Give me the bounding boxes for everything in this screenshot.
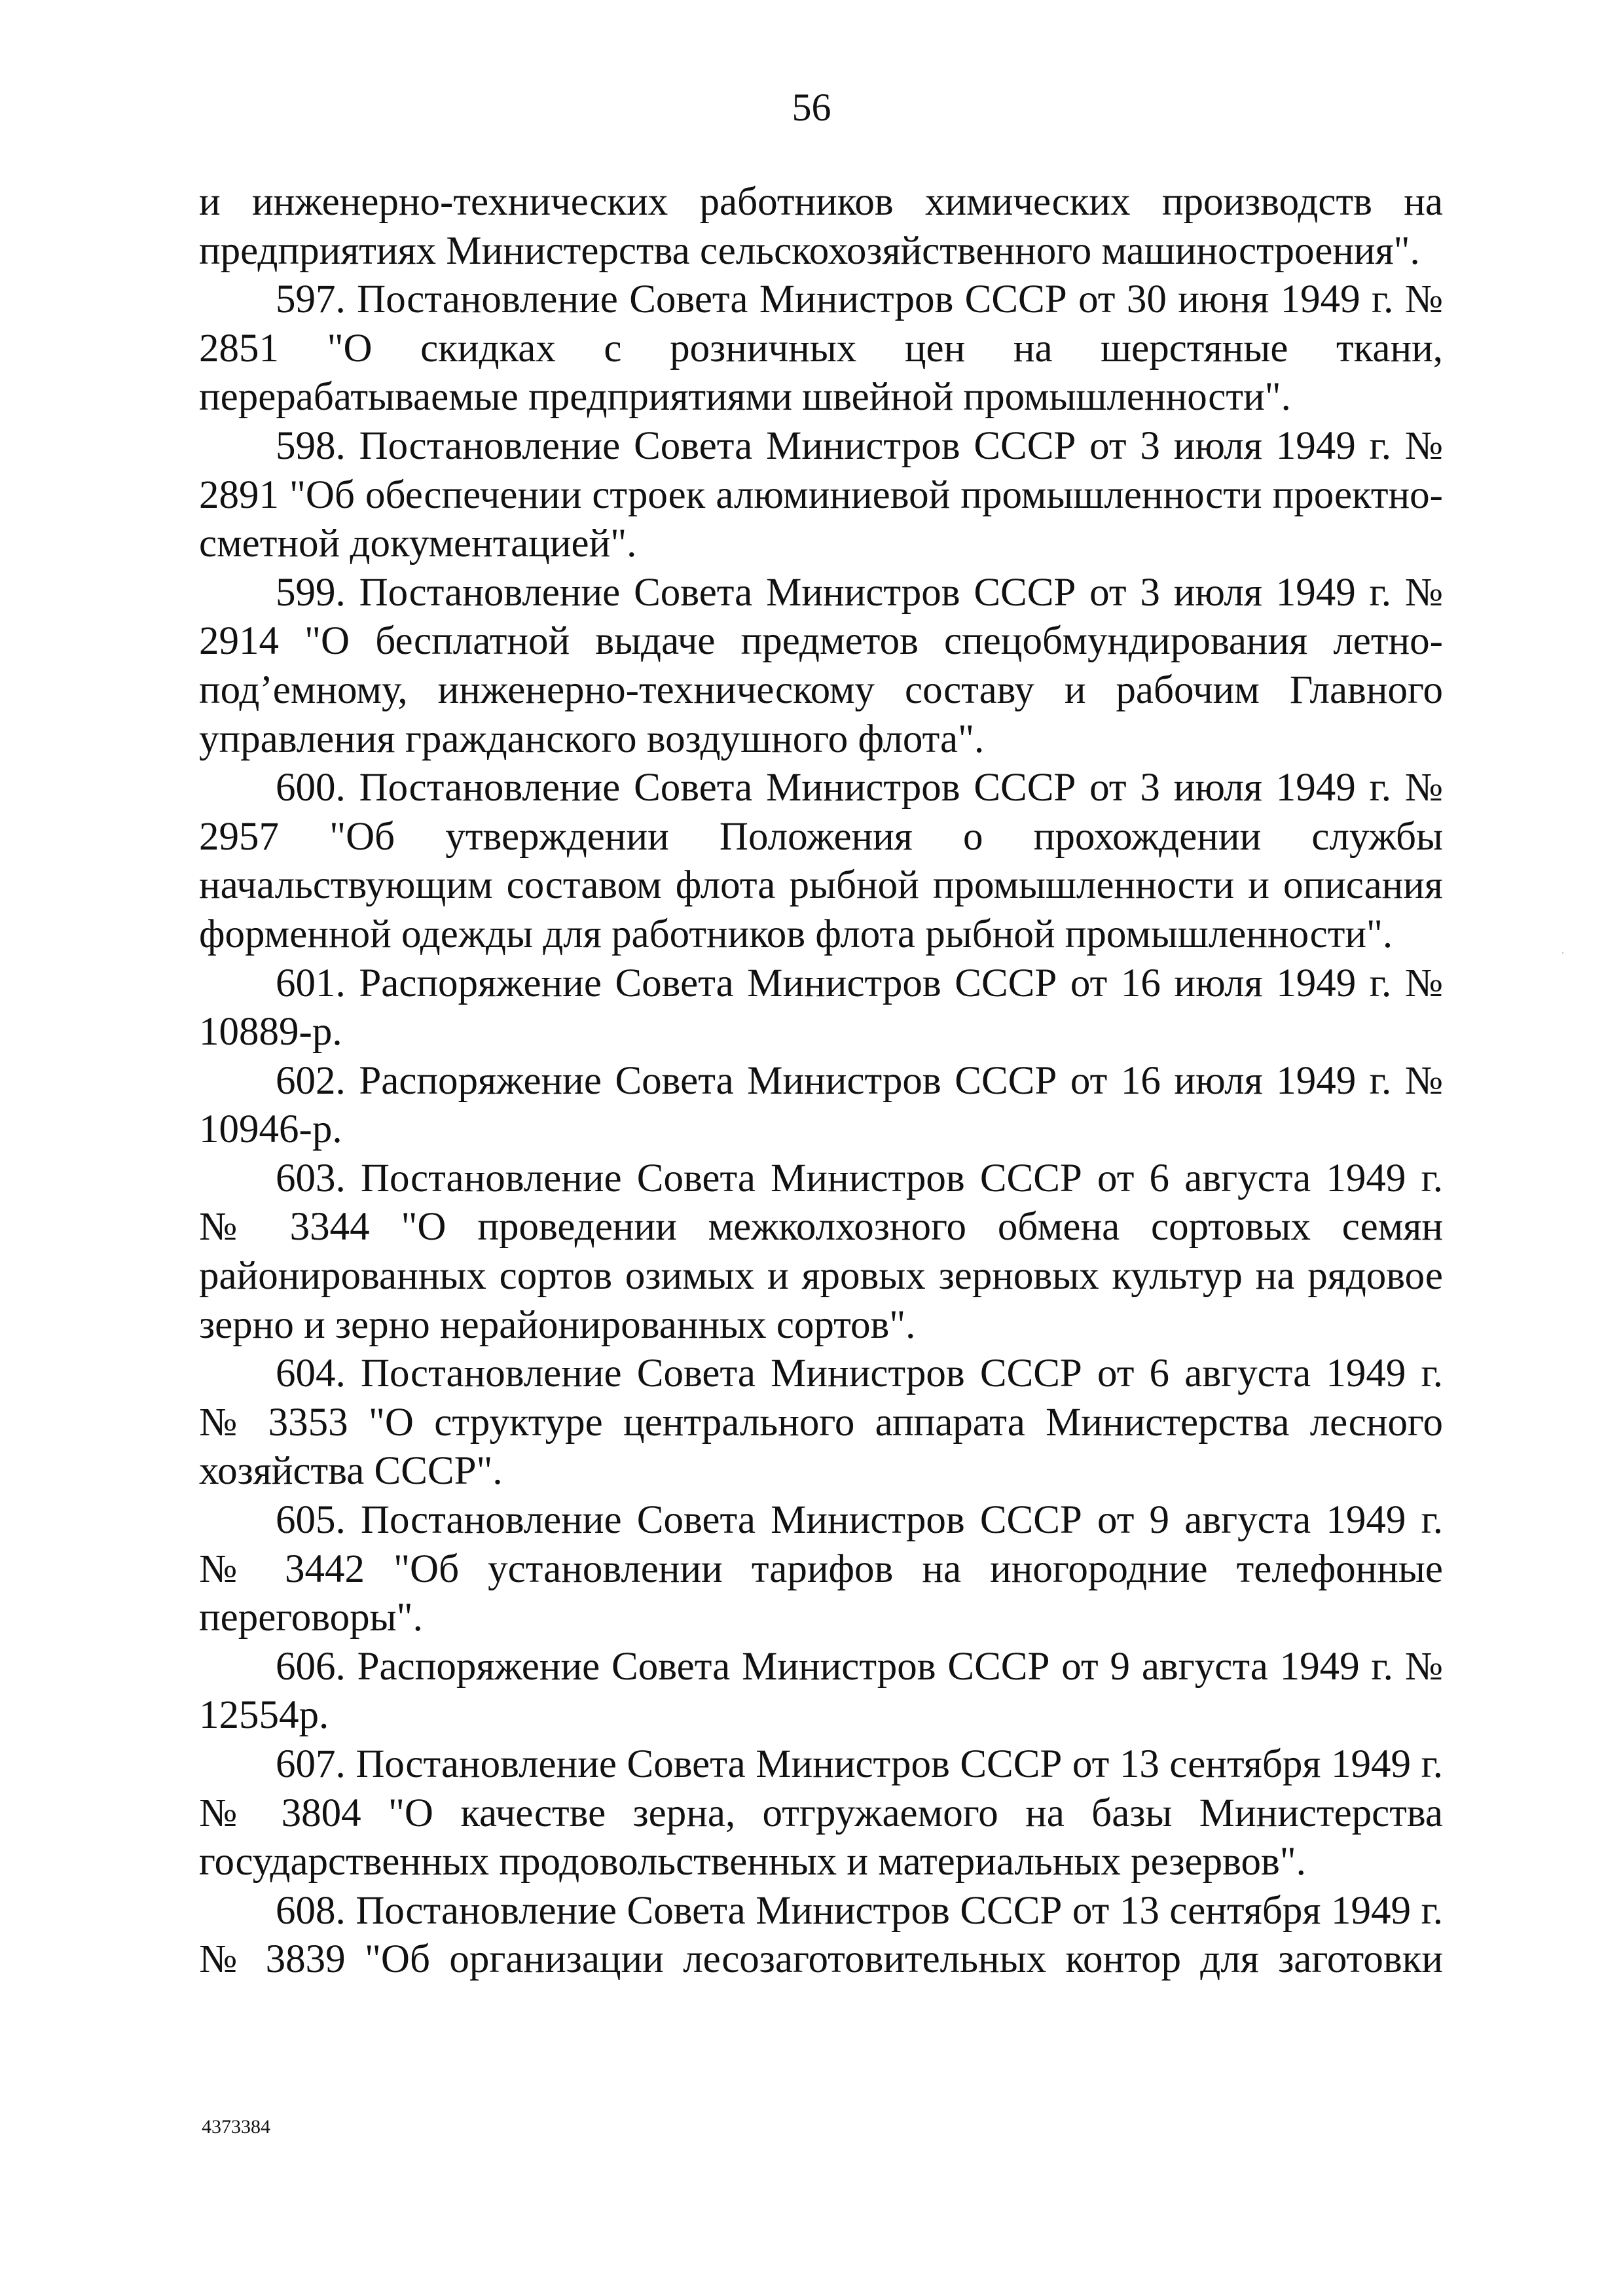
list-item-600: 600. Постановление Совета Министров СССР от 3 июля 1949 г. № 2957 "Об утверждении Положения о прохождении службы начальствующим составом флота рыбной промышленности и описания форменной одежды для работников флота рыбной промышленности". [199,766,1443,956]
page-number: 56 [792,86,831,129]
document-body [199,178,1443,1984]
list-item-604: 604. Постановление Совета Министров СССР от 6 августа 1949 г. № 3353 "О структуре центрального аппарата Министерства лесного хозяйства СССР". [199,1352,1443,1494]
list-item-606: 606. Распоряжение Совета Министров СССР от 9 августа 1949 г. № 12554р. [199,1644,1443,1738]
list-item-602: 602. Распоряжение Совета Министров СССР от 16 июля 1949 г. № 10946-р. [199,1058,1443,1152]
document-id: 4373384 [202,2116,270,2138]
list-item-608: 608. Постановление Совета Министров СССР от 13 сентября 1949 г. № 3839 "Об организации лесозаготовительных контор для заготовки [199,1888,1443,1982]
list-item-601: 601. Распоряжение Совета Министров СССР от 16 июля 1949 г. № 10889-р. [199,961,1443,1054]
list-item-599: 599. Постановление Совета Министров СССР от 3 июля 1949 г. № 2914 "О бесплатной выдаче предметов спецобмундирования летно-под’емному, инженерно-техническому составу и рабочим Главного управления гражданского воздушного флота". [199,570,1443,761]
list-item-597: 597. Постановление Совета Министров СССР от 30 июня 1949 г. № 2851 "О скидках с розничных цен на шерстяные ткани, перерабатываемые предприятиями швейной промышленности". [199,278,1443,420]
list-item-605: 605. Постановление Совета Министров СССР от 9 августа 1949 г. № 3442 "Об установлении тарифов на иногородние телефонные переговоры". [199,1498,1443,1640]
scan-speck [1562,952,1563,954]
list-item-603: 603. Постановление Совета Министров СССР от 6 августа 1949 г. № 3344 "О проведении межколхозного обмена сортовых семян районированных сортов озимых и яровых зерновых культур на рядовое зерно и зерно нерайонированных сортов". [199,1156,1443,1347]
paragraph-continuation: и инженерно-технических работников химических производств на предприятиях Министерства сельскохозяйственного машиностроения". [199,180,1443,273]
list-item-607: 607. Постановление Совета Министров СССР от 13 сентября 1949 г. № 3804 "О качестве зерна, отгружаемого на базы Министерства государственных продовольственных и материальных резервов". [199,1742,1443,1884]
list-item-598: 598. Постановление Совета Министров СССР от 3 июля 1949 г. № 2891 "Об обеспечении строек алюминиевой промышленности проектно-сметной документацией". [199,423,1443,566]
